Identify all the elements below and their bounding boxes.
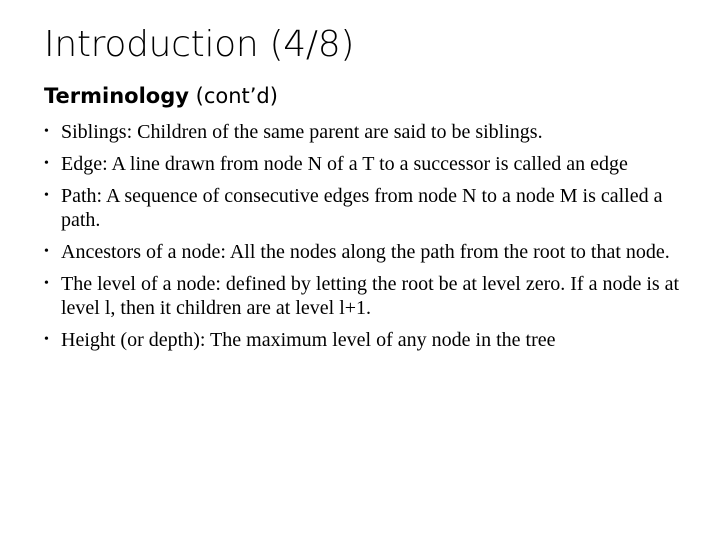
bullet-item-path: [44, 184, 694, 232]
bullet-text: Edge: A line drawn from node N of a T to a successor is called an edge: [61, 153, 628, 175]
bullet-text: Siblings: Children of the same parent are said to be siblings.: [61, 121, 543, 143]
bullet-text: The level of a node: defined by letting the root be at level zero. If a node is at level l, then it children are at level l+1.: [61, 273, 680, 319]
bullet-item-edge: [44, 152, 694, 176]
bullet-dot-icon: •: [44, 276, 49, 291]
bullet-item-height: [44, 328, 694, 352]
bullet-dot-icon: •: [44, 188, 49, 203]
bullet-item-ancestors: [44, 240, 694, 264]
subtitle-keyword: Terminology: [44, 84, 189, 108]
bullet-dot-icon: •: [44, 156, 49, 171]
bullet-item-level: [44, 272, 694, 320]
bullet-dot-icon: •: [44, 332, 49, 347]
bullet-list: [44, 120, 694, 360]
bullet-item-siblings: [44, 120, 694, 144]
bullet-text: Path: A sequence of consecutive edges from node N to a node M is called a path.: [61, 185, 663, 231]
bullet-dot-icon: •: [44, 244, 49, 259]
bullet-text: Height (or depth): The maximum level of any node in the tree: [61, 329, 556, 351]
bullet-text: Ancestors of a node: All the nodes along the path from the root to that node.: [61, 241, 670, 263]
slide-subtitle: [44, 80, 278, 112]
subtitle-suffix: (cont’d): [188, 84, 278, 108]
bullet-dot-icon: •: [44, 124, 49, 139]
slide-title: Introduction (4/8): [44, 24, 355, 65]
